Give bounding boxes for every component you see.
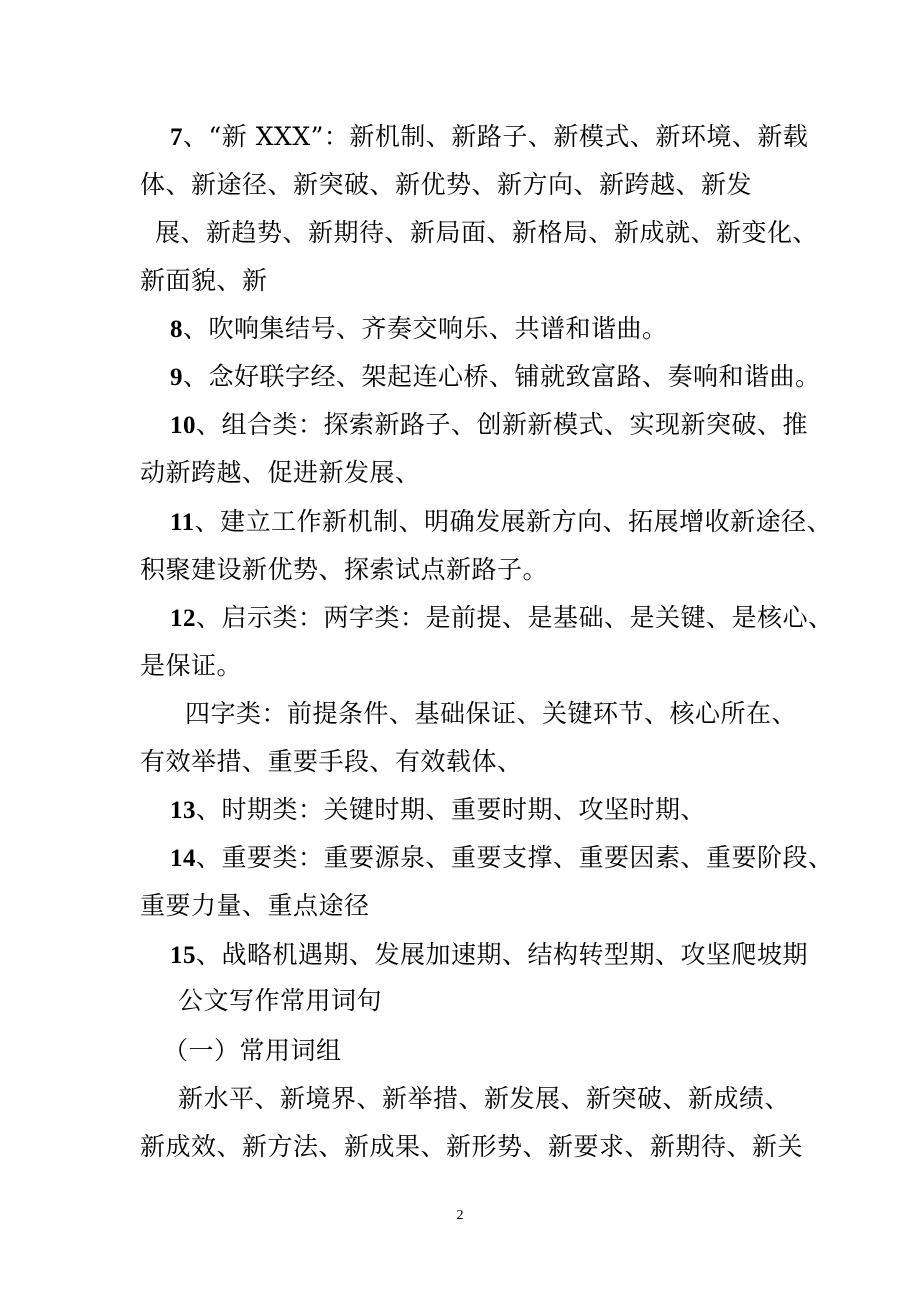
line-text: 动新跨越、促进新发展、 [140,458,421,487]
item-12-line-3 [185,699,797,729]
item-10-line-2 [140,458,421,488]
item-number: 10 [170,412,196,439]
line-text: 、战略机遇期、发展加速期、结构转型期、攻坚爬坡期 [196,940,809,969]
line-text: 、时期类：关键时期、重要时期、攻坚时期、 [196,795,707,824]
item-number: 13 [170,797,196,824]
item-11-line-1 [170,507,832,538]
page-number: 2 [456,1208,464,1223]
item-number: 11 [170,509,195,536]
item-7-line-2 [140,170,752,200]
line-text: 、“新 XXX”：新机制、新路子、新模式、新环境、新载 [183,122,809,151]
section-heading [178,986,382,1016]
line-text: 四字类：前提条件、基础保证、关键环节、核心所在、 [185,699,798,728]
item-number: 9 [170,364,183,391]
item-12-line-4 [140,747,523,777]
line-text: 、念好联字经、架起连心桥、铺就致富路、奏响和谐曲。 [183,362,821,391]
line-text: 展、新趋势、新期待、新局面、新格局、新成就、新变化、 [155,218,819,247]
heading-text: （一）常用词组 [163,1036,342,1065]
line-text: 有效举措、重要手段、有效载体、 [140,747,523,776]
line-text: 、建立工作新机制、明确发展新方向、拓展增收新途径、 [194,507,833,536]
item-number: 14 [170,845,196,872]
item-8-line-1 [170,314,668,345]
item-7-line-4 [140,266,268,296]
item-15-line-1 [170,940,808,971]
item-number: 15 [170,942,196,969]
item-7-line-3 [155,218,818,248]
line-text: 新成效、新方法、新成果、新形势、新要求、新期待、新关 [140,1132,804,1161]
phrase-line-2 [140,1132,803,1162]
line-text: 、吹响集结号、齐奏交响乐、共谱和谐曲。 [183,314,668,343]
heading-text: 公文写作常用词句 [178,986,383,1015]
line-text: 是保证。 [140,651,243,680]
line-text: 、重要类：重要源泉、重要支撑、重要因素、重要阶段、 [196,843,834,872]
item-12-line-1 [170,603,834,634]
item-13-line-1 [170,795,706,826]
item-number: 12 [170,605,196,632]
item-10-line-1 [170,410,808,441]
item-9-line-1 [170,362,821,393]
item-14-line-1 [170,843,834,874]
subsection-heading [163,1036,342,1066]
line-text: 新面貌、新 [140,266,268,295]
line-text: 重要力量、重点途径 [140,891,370,920]
item-number: 8 [170,316,183,343]
line-text: 新水平、新境界、新举措、新发展、新突破、新成绩、 [178,1084,791,1113]
line-text: 、组合类：探索新路子、创新新模式、实现新突破、推 [196,410,809,439]
phrase-line-1 [178,1084,790,1114]
line-text: 积聚建设新优势、探索试点新路子。 [140,555,549,584]
item-11-line-2 [140,555,548,585]
line-text: 体、新途径、新突破、新优势、新方向、新跨越、新发 [140,170,753,199]
item-14-line-2 [140,891,370,921]
line-text: 、启示类：两字类：是前提、是基础、是关键、是核心、 [196,603,834,632]
item-12-line-2 [140,651,242,681]
item-number: 7 [170,124,183,151]
item-7-line-1 [170,122,808,153]
